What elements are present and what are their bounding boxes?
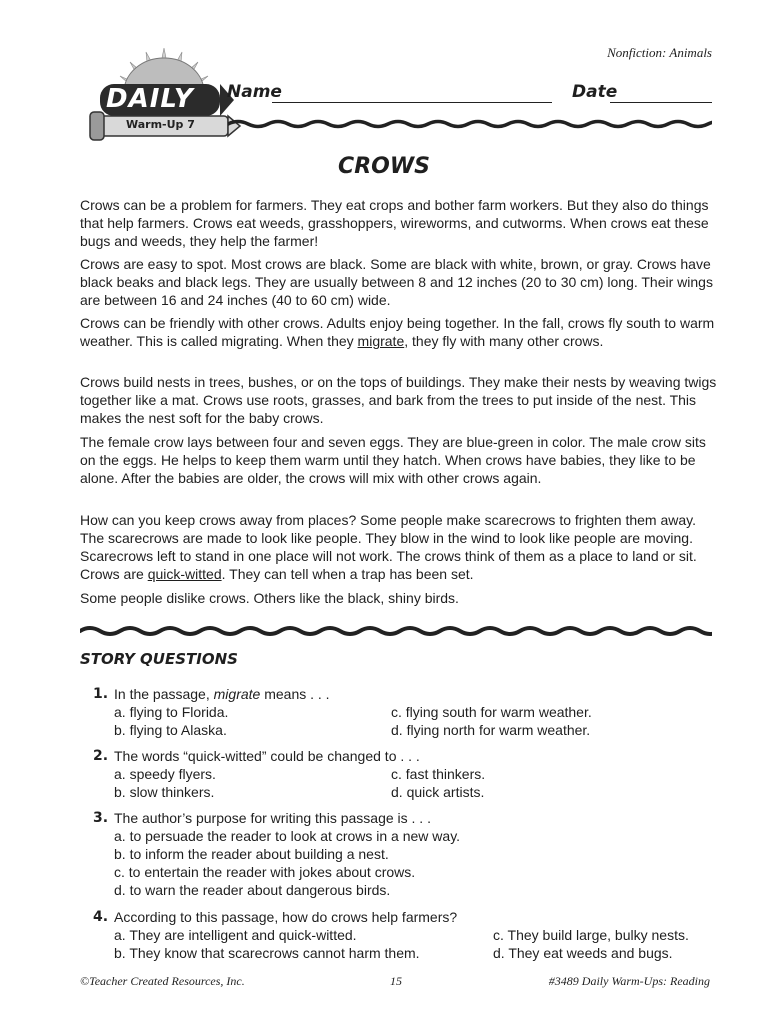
option-d: d. quick artists. [391, 784, 485, 800]
paragraph-text: The female crow lays between four and seven eggs. They are blue-green in color. The male crow sits on the eggs. He helps to keep them warm until they hatch. When crows have babies, they like to be alone. After the babies are older, the crows will mix with other crows again. [80, 434, 706, 486]
paragraph-text: Some people dislike crows. Others like the black, shiny birds. [80, 590, 459, 606]
option-a: a. to persuade the reader to look at crows in a new way. [114, 828, 461, 844]
option-d: d. They eat weeds and bugs. [493, 945, 673, 961]
date-label: Date [572, 82, 618, 102]
page-title: CROWS [338, 154, 430, 179]
option-c: c. fast thinkers. [391, 766, 486, 782]
option-b: b. slow thinkers. [114, 784, 215, 800]
paragraph-text: Crows can be friendly with other crows. Adults enjoy being together. In the fall, crows fly south to warm weather. This is called migrating. When they [80, 315, 715, 349]
paragraph-text: , they fly with many other crows. [404, 333, 604, 349]
daily-warmup-logo [84, 46, 244, 146]
option-b: b. flying to Alaska. [114, 722, 227, 738]
footer-book-title: #3489 Daily Warm-Ups: Reading [548, 974, 710, 988]
option-a: a. They are intelligent and quick-witted. [114, 927, 357, 943]
logo-word: DAILY [106, 84, 194, 114]
questions-heading: STORY QUESTIONS [80, 650, 238, 668]
question-number: 4. [93, 909, 109, 925]
option-c: c. flying south for warm weather. [391, 704, 592, 720]
paragraph [80, 589, 720, 607]
paragraph-text: Crows are easy to spot. Most crows are black. Some are black with white, brown, or gray. Crows have black beaks and black legs. They are usually between 8 and 12 inches (20 to 30 cm) long. Their wings are between 16 and 24 inches (40 to 60 cm) wide. [80, 256, 713, 308]
option-a: a. flying to Florida. [114, 704, 229, 720]
date-field[interactable] [610, 102, 712, 103]
vocabulary-word: migrate [357, 333, 405, 349]
question-stem: The words “quick-witted” could be changed to . . . [114, 748, 420, 764]
paragraph [80, 314, 720, 350]
option-b: b. to inform the reader about building a nest. [114, 846, 389, 862]
option-a: a. speedy flyers. [114, 766, 216, 782]
paragraph-text: . They can tell when a trap has been set. [221, 566, 474, 582]
question-stem: According to this passage, how do crows help farmers? [114, 909, 458, 925]
question-stem: The author’s purpose for writing this passage is . . . [114, 810, 431, 826]
footer-page-number: 15 [390, 974, 402, 988]
paragraph [80, 433, 720, 487]
option-d: d. to warn the reader about dangerous birds. [114, 882, 391, 898]
option-c: c. to entertain the reader with jokes about crows. [114, 864, 416, 880]
name-label: Name [227, 82, 282, 102]
question-number: 2. [93, 748, 109, 764]
question-number: 1. [93, 686, 109, 702]
paragraph-text: Crows can be a problem for farmers. They eat crops and bother farm workers. But they also do things that help farmers. Crows eat weeds, grasshoppers, wireworms, and cutworms. When crows eat these bugs and weeds, they help the farmer! [80, 197, 709, 249]
question-stem: In the passage, migrate means . . . [114, 686, 330, 702]
option-c: c. They build large, bulky nests. [493, 927, 689, 943]
name-field[interactable] [272, 102, 552, 103]
option-b: b. They know that scarecrows cannot harm them. [114, 945, 420, 961]
question-number: 3. [93, 810, 109, 826]
paragraph [80, 511, 720, 583]
footer-copyright: ©Teacher Created Resources, Inc. [80, 974, 245, 988]
logo-subtitle: Warm-Up 7 [126, 118, 195, 131]
paragraph [80, 196, 720, 250]
category-label: Nonfiction: Animals [607, 45, 712, 60]
section-wave-divider [80, 622, 712, 640]
vocabulary-word: quick-witted [147, 566, 222, 582]
paragraph [80, 255, 720, 309]
option-d: d. flying north for warm weather. [391, 722, 591, 738]
header-wave-divider [228, 116, 712, 132]
paragraph-text: How can you keep crows away from places? Some people make scarecrows to frighten them away. The scarecrows are made to look like people. They blow in the wind to look like people are moving. Scarecrows left to stand in one place will not work. The crows think of them as a place to land or sit. Crows are [80, 512, 697, 582]
paragraph-text: Crows build nests in trees, bushes, or on the tops of buildings. They make their nests by weaving twigs together like a mat. Crows use roots, grasses, and bark from the trees to put inside of the nest. This makes the nest soft for the baby crows. [80, 374, 717, 426]
paragraph [80, 373, 720, 427]
